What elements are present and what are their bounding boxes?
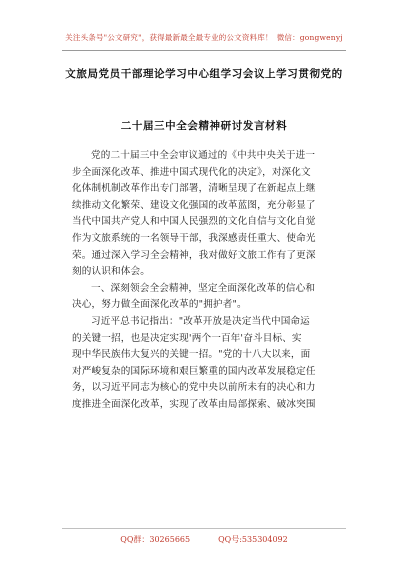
header-banner [0, 32, 408, 43]
header-divider [62, 50, 346, 51]
section-heading-line: 决心，努力做全面深化改革的"拥护者"。 [72, 299, 247, 311]
header-wechat-id: gongwenyj [299, 33, 343, 42]
body-line: 刻的认识和体会。 [72, 266, 150, 278]
body-line: 现中华民族伟大复兴的关键一招。"党的十八大以来，面 [72, 349, 311, 361]
body-line: 荣。通过深入学习全会精神，我对做好文旅工作有了更深 [72, 249, 316, 261]
body-line: 的关键一招，也是决定实现'两个一百年'奋斗目标、实 [72, 332, 302, 344]
footer-qq-group: QQ群：30265665 [120, 535, 191, 544]
header-wechat-label: 微信： [276, 33, 300, 42]
header-promo-text: 关注头条号"公文研究"，获得最新最全最专业的公文资料库！ [65, 33, 273, 42]
body-line: 党的二十届三中全会审议通过的《中共中央关于进一 [91, 150, 316, 161]
body-line: 步全面深化改革、推进中国式现代化的决定》，对深化文 [72, 166, 311, 178]
body-line: 对严峻复杂的国际环境和艰巨繁重的国内改革发展稳定任 [72, 365, 316, 377]
body-line: 当代中国共产党人和中国人民强烈的文化自信与文化自觉 [72, 216, 316, 228]
body-line: 作为文旅系统的一名领导干部，我深感责任重大、使命光 [72, 232, 316, 244]
body-line: 度推进全面深化改革，实现了改革由局部探索、破冰突围 [72, 398, 316, 410]
footer-divider [62, 528, 346, 529]
footer-qq-number: QQ号:535304092 [218, 535, 288, 544]
footer-contact [0, 534, 408, 545]
body-line: 化体制机制改革作出专门部署，清晰呈现了在新起点上继 [72, 183, 316, 195]
body-line: 习近平总书记指出："改革开放是决定当代中国命运 [91, 315, 310, 327]
section-heading-line: 一、深刻领会全会精神，坚定全面深化改革的信心和 [91, 282, 316, 294]
document-title-line-2: 二十届三中全会精神研讨发言材料 [120, 120, 288, 132]
document-title-line-1: 文旅局党员干部理论学习中心组学习会议上学习贯彻党的 [65, 68, 343, 80]
body-line: 续推动文化繁荣、建设文化强国的改革蓝图，充分彰显了 [72, 199, 316, 211]
body-line: 务，以习近平同志为核心的党中央以前所未有的决心和力 [72, 382, 316, 394]
document-body [72, 148, 338, 414]
